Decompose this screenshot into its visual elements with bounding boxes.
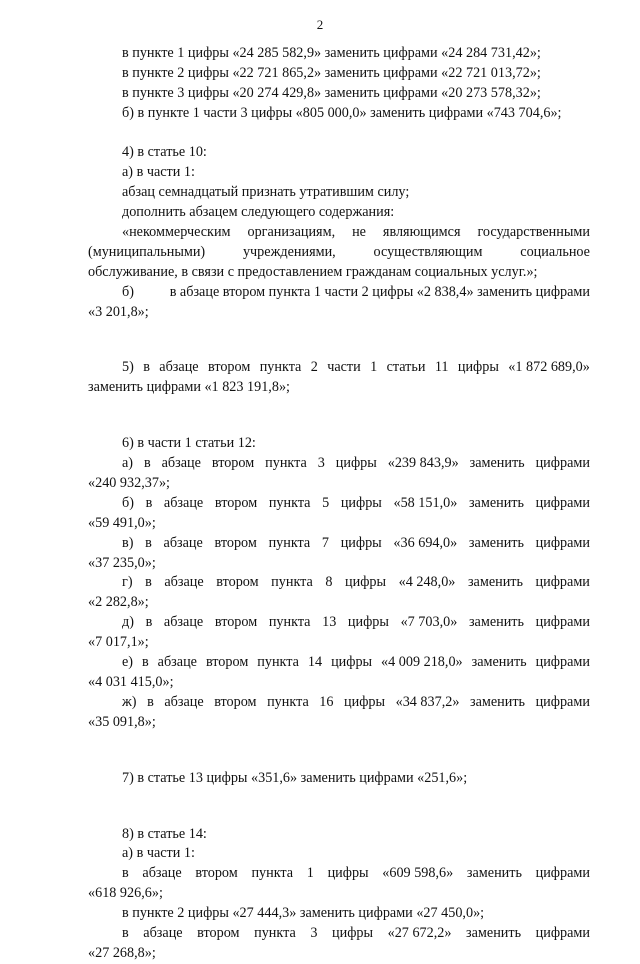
word: 7 [321, 534, 329, 551]
word: пункта [268, 534, 311, 551]
paragraph-block-article-14 [88, 825, 590, 964]
word: «7 703,0» [400, 614, 458, 631]
justified-line [88, 283, 590, 303]
text-line: обслуживание, в связи с предоставлением гражданам социальных услуг.»; [88, 263, 538, 280]
word: в [143, 359, 150, 376]
word: являющимся [382, 224, 461, 241]
word: б) [122, 494, 134, 511]
text-line: «7 017,1»; [88, 634, 149, 651]
word: цифры [327, 865, 369, 882]
text-line: 4) в статье 10: [122, 144, 207, 161]
word: цифры [340, 494, 382, 511]
justified-line [88, 534, 590, 554]
word: цифрами [535, 924, 590, 941]
word: втором [205, 654, 249, 671]
text-line: «240 932,37»; [88, 475, 170, 492]
word: части [327, 359, 361, 376]
word: цифрами [535, 614, 590, 631]
word: цифрами [535, 865, 590, 882]
word: втором [216, 574, 259, 591]
word: б) [122, 283, 134, 300]
word: абзаце [143, 924, 183, 941]
word: абзаце [164, 574, 204, 591]
word: втором [214, 614, 258, 631]
word: в [142, 654, 149, 671]
word: 1 [306, 865, 314, 882]
word: (муниципальными) [88, 243, 206, 260]
word: г) [122, 574, 133, 591]
justified-line [88, 494, 590, 514]
paragraph-block-article-10 [88, 143, 590, 322]
word: в [147, 693, 154, 710]
word: 11 [434, 359, 449, 376]
word: «4 009 218,0» [381, 654, 463, 671]
word: цифрами [535, 693, 590, 710]
word: втором [211, 455, 255, 472]
justified-line [88, 358, 590, 378]
word: втором [214, 534, 257, 551]
word: 8 [325, 574, 333, 591]
word: абзаце [161, 455, 201, 472]
word: заменить [467, 574, 523, 591]
word: заменить [468, 614, 524, 631]
word: в [145, 614, 153, 631]
justified-line [88, 693, 590, 713]
text-line: 6) в части 1 статьи 12: [122, 435, 256, 452]
text-line: «59 491,0»; [88, 514, 156, 531]
word: в [122, 865, 129, 882]
word: абзаце [142, 865, 182, 882]
word: цифры [331, 654, 373, 671]
word: заменить [471, 654, 527, 671]
word: статьи [386, 359, 426, 376]
text-line: в пункте 3 цифры «20 274 429,8» заменить цифрами «20 273 578,32»; [122, 84, 541, 101]
word: пункта [254, 924, 296, 941]
word: заменить [466, 924, 522, 941]
text-line: абзац семнадцатый признать утратившим силу; [122, 184, 410, 201]
text-line: б) в пункте 1 части 3 цифры «805 000,0» заменить цифрами «743 704,6»; [122, 104, 562, 121]
word: пункта [251, 865, 294, 882]
word: заменить [468, 534, 524, 551]
word: социальное [520, 243, 590, 260]
text-line: а) в части 1: [122, 845, 195, 862]
word: в [145, 494, 153, 511]
text-line: 8) в статье 14: [122, 825, 207, 842]
word: втором [195, 865, 238, 882]
word: 16 [319, 693, 334, 710]
word: 3 [310, 924, 318, 941]
word: государственными [477, 224, 590, 241]
justified-line [88, 223, 590, 243]
word: втором [214, 494, 258, 511]
word: цифрами [535, 574, 590, 591]
text-line: а) в части 1: [122, 164, 195, 181]
word: не [352, 224, 366, 241]
word: втором [197, 924, 240, 941]
word: осуществляющим [373, 243, 483, 260]
word: цифры [344, 693, 386, 710]
justified-line [88, 924, 590, 944]
word: цифры [332, 924, 374, 941]
word: организациям, [247, 224, 336, 241]
word: 5 [322, 494, 330, 511]
word: 1 [370, 359, 378, 376]
document-body [88, 44, 590, 964]
text-line: в пункте 2 цифры «27 444,3» заменить цифрами «27 450,0»; [122, 905, 485, 922]
word: цифры [335, 455, 377, 472]
word: цифрами [535, 654, 590, 671]
word: в абзаце втором пункта 1 части 2 цифры «2 838,4» заменить цифрами [169, 283, 590, 300]
text-line: «4 031 415,0»; [88, 673, 174, 690]
word: заменить [466, 865, 522, 882]
word: пункта [268, 614, 311, 631]
text-line: в пункте 2 цифры «22 721 865,2» заменить цифрами «22 721 013,72»; [122, 64, 541, 81]
word: абзаце [164, 693, 204, 710]
paragraph-block-amendments [88, 44, 590, 124]
word: 5) [122, 359, 134, 376]
word: в [145, 574, 152, 591]
word: пункта [259, 359, 302, 376]
text-line: 7) в статье 13 цифры «351,6» заменить цифрами «251,6»; [122, 769, 468, 786]
justified-line [88, 454, 590, 474]
word: д) [122, 614, 134, 631]
word: «239 843,9» [387, 455, 459, 472]
word: цифры [345, 574, 387, 591]
word: заменить [469, 455, 525, 472]
word: «36 694,0» [393, 534, 458, 551]
word: цифры [457, 359, 499, 376]
word: заменить [469, 693, 526, 710]
word: «34 837,2» [395, 693, 460, 710]
word: абзаце [163, 534, 203, 551]
word: пункта [265, 455, 307, 472]
text-line: «2 282,8»; [88, 594, 149, 611]
text-line: в пункте 1 цифры «24 285 582,9» заменить цифрами «24 284 731,42»; [122, 45, 541, 61]
word: а) [122, 455, 134, 472]
word: «58 151,0» [393, 494, 458, 511]
justified-line [88, 864, 590, 884]
text-line: «35 091,8»; [88, 713, 156, 730]
word: цифрами [535, 455, 590, 472]
word: абзаце [163, 494, 204, 511]
word: абзаце [157, 654, 197, 671]
justified-line [88, 653, 590, 673]
paragraph-block-article-11 [88, 358, 590, 398]
word: пункта [268, 494, 311, 511]
justified-line [88, 243, 590, 263]
word: втором [214, 693, 257, 710]
text-line: «3 201,8»; [88, 303, 149, 320]
paragraph-block-article-12 [88, 434, 590, 732]
word: пункта [257, 654, 299, 671]
word: 3 [317, 455, 325, 472]
word: в [145, 534, 152, 551]
word: втором [207, 359, 251, 376]
word: в [143, 455, 151, 472]
word: «4 248,0» [398, 574, 456, 591]
justified-line [88, 613, 590, 633]
justified-line [88, 573, 590, 593]
word: заменить [468, 494, 524, 511]
paragraph-block-article-13 [88, 769, 590, 789]
word: цифрами [535, 494, 590, 511]
word: учреждениями, [242, 243, 336, 260]
word: «1 872 689,0» [508, 359, 590, 376]
word: е) [122, 654, 134, 671]
word: пункта [267, 693, 309, 710]
text-line: «27 268,8»; [88, 944, 156, 961]
word: цифры [347, 614, 389, 631]
page-number: 2 [316, 17, 324, 32]
article-12-items [88, 454, 590, 732]
word: цифрами [535, 534, 590, 551]
word: «609 598,6» [382, 865, 454, 882]
text-line: дополнить абзацем следующего содержания: [122, 204, 395, 221]
word: 2 [310, 359, 318, 376]
text-line: «37 235,0»; [88, 554, 156, 571]
text-line: заменить цифрами «1 823 191,8»; [88, 379, 290, 396]
word: «27 672,2» [387, 924, 452, 941]
word: в [122, 924, 129, 941]
word: в) [122, 534, 134, 551]
text-line: «618 926,6»; [88, 885, 163, 902]
word: 13 [322, 614, 337, 631]
word: ж) [122, 693, 137, 710]
word: цифры [340, 534, 382, 551]
word: абзаце [163, 614, 204, 631]
word: абзаце [159, 359, 199, 376]
word: пункта [271, 574, 313, 591]
word: 14 [307, 654, 323, 671]
word: «некоммерческим [122, 224, 231, 241]
